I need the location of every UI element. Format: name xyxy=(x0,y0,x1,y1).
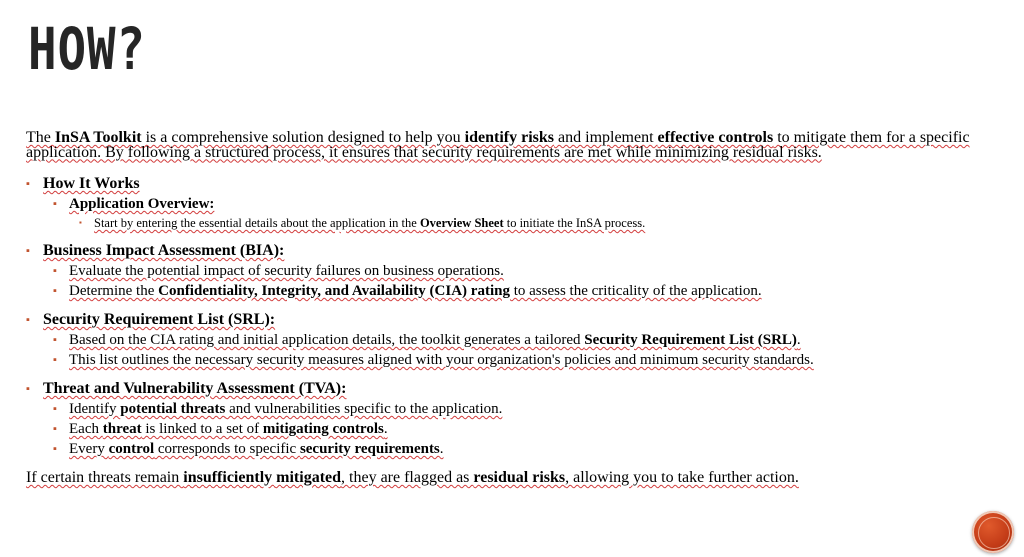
slide-title: HOW? xyxy=(28,15,146,83)
tva-item-2-text-3: . xyxy=(383,421,388,437)
bullet-marker: ▪ xyxy=(53,403,57,415)
start-text-1: Start by entering the essential details about the application in the xyxy=(94,216,420,230)
outro-bold-insufficiently: insufficiently mitigated xyxy=(183,469,342,486)
bia-item-2-bold-cia: Confidentiality, Integrity, and Availability (CIA) rating xyxy=(158,283,510,299)
bia-item-2-text-1: Determine the xyxy=(69,283,159,299)
srl-heading: Security Requirement List (SRL): xyxy=(43,311,276,328)
bullet-tva-every-control xyxy=(26,439,986,459)
how-it-works-heading: How It Works xyxy=(43,175,140,192)
application-overview-label: Application Overview: xyxy=(69,196,215,212)
bullet-tva-identify xyxy=(26,399,986,419)
bullet-marker: ▪ xyxy=(79,218,82,227)
intro-text-1: The xyxy=(26,129,55,146)
tva-item-3-text-2: corresponds to specific xyxy=(154,441,300,457)
srl-item-1-text-2: . xyxy=(796,332,801,348)
intro-bold-identify-risks: identify risks xyxy=(464,129,555,146)
bullet-marker: ▪ xyxy=(53,334,57,346)
outro-paragraph xyxy=(26,468,986,488)
srl-item-1-text-1: Based on the CIA rating and initial application details, the toolkit generates a tailored xyxy=(69,332,585,348)
bullet-tva xyxy=(26,379,986,399)
bullet-marker: ▪ xyxy=(26,314,30,326)
outro-text-2: , they are flagged as xyxy=(341,469,474,486)
intro-paragraph xyxy=(26,131,986,160)
bullet-bia-determine xyxy=(26,281,986,301)
bullet-srl-outlines xyxy=(26,350,986,370)
bullet-marker: ▪ xyxy=(53,265,57,277)
bullet-marker: ▪ xyxy=(26,178,30,190)
start-bold-overview-sheet: Overview Sheet xyxy=(419,216,504,230)
intro-text-2: is a comprehensive solution designed to help you xyxy=(141,129,465,146)
bullet-how-it-works xyxy=(26,174,986,194)
tva-item-1-text-1: Identify xyxy=(69,401,121,417)
bullet-marker: ▪ xyxy=(26,383,30,395)
tva-item-3-text-1: Every xyxy=(69,441,109,457)
tva-item-1-bold-threats: potential threats xyxy=(120,401,226,417)
bullet-tva-each-threat xyxy=(26,419,986,439)
bullet-start-overview xyxy=(26,214,986,232)
bia-item-1: Evaluate the potential impact of security failures on business operations. xyxy=(69,263,504,279)
bullet-srl-based-on xyxy=(26,330,986,350)
srl-item-2: This list outlines the necessary security measures aligned with your organization's policies and minimum security standards. xyxy=(69,352,814,368)
intro-bold-toolkit: InSA Toolkit xyxy=(54,129,142,146)
bullet-bia xyxy=(26,241,986,261)
tva-item-2-text-2: is linked to a set of xyxy=(141,421,263,437)
outro-bold-residual-risks: residual risks xyxy=(473,469,566,486)
tva-item-3-bold-control: control xyxy=(108,441,155,457)
bullet-marker: ▪ xyxy=(53,198,57,210)
tva-item-3-bold-requirements: security requirements xyxy=(299,441,440,457)
tva-item-2-text-1: Each xyxy=(69,421,103,437)
intro-text-3: and implement xyxy=(554,129,658,146)
intro-bold-effective-controls: effective controls xyxy=(657,129,774,146)
outro-text-1: If certain threats remain xyxy=(26,469,184,486)
slide-logo-icon xyxy=(972,511,1014,553)
outro-text-3: , allowing you to take further action. xyxy=(565,469,799,486)
tva-item-1-text-2: and vulnerabilities specific to the application. xyxy=(225,401,503,417)
tva-item-2-bold-controls: mitigating controls xyxy=(262,421,384,437)
bullet-marker: ▪ xyxy=(53,443,57,455)
bia-item-2-text-2: to assess the criticality of the application. xyxy=(509,283,762,299)
bullet-marker: ▪ xyxy=(53,423,57,435)
bullet-marker: ▪ xyxy=(53,354,57,366)
intro-text-4: to mitigate them for a specific application. By following a structured process, it ensures that security requirements are met while minimizing residual risks. xyxy=(26,129,970,161)
srl-item-1-bold-srl: Security Requirement List (SRL) xyxy=(584,332,797,348)
bullet-srl xyxy=(26,310,986,330)
bullet-marker: ▪ xyxy=(53,285,57,297)
slide-content xyxy=(26,131,986,488)
bullet-application-overview xyxy=(26,194,986,214)
tva-item-2-bold-threat: threat xyxy=(102,421,142,437)
bullet-marker: ▪ xyxy=(26,245,30,257)
tva-heading: Threat and Vulnerability Assessment (TVA): xyxy=(43,380,347,397)
bullet-bia-evaluate xyxy=(26,261,986,281)
tva-item-3-text-3: . xyxy=(439,441,444,457)
start-text-2: to initiate the InSA process. xyxy=(503,216,646,230)
bia-heading: Business Impact Assessment (BIA): xyxy=(43,242,285,259)
